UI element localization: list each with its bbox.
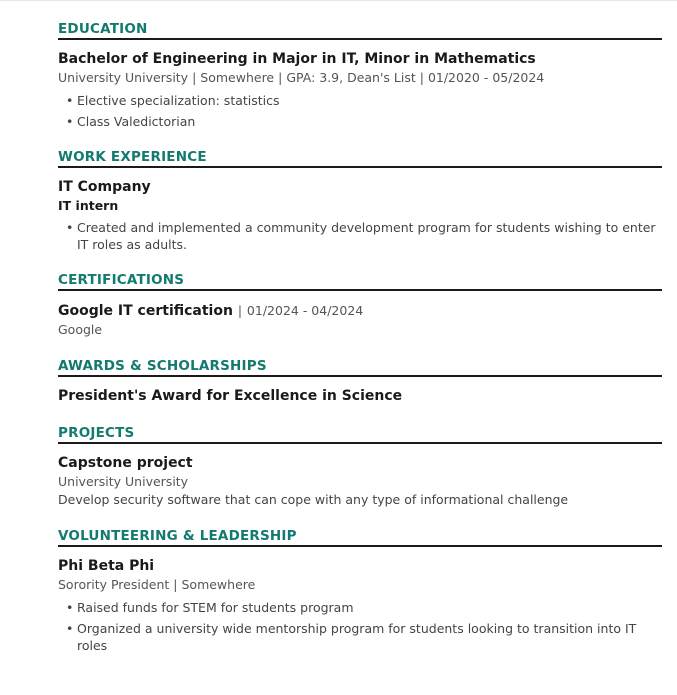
volunteering-location: Somewhere [181, 577, 256, 592]
education-section [58, 21, 662, 130]
list-item: • Class Valedictorian [66, 113, 662, 130]
awards-section [58, 358, 662, 406]
volunteering-org: Phi Beta Phi [58, 558, 155, 574]
education-location: Somewhere [200, 70, 275, 85]
separator: | [237, 303, 243, 318]
education-gpa: GPA: 3.9, Dean's List [286, 70, 416, 85]
list-item: • Raised funds for STEM for students program [66, 599, 662, 616]
work-bullets [58, 219, 662, 253]
separator: | [278, 70, 283, 85]
section-heading-education: EDUCATION [58, 21, 662, 40]
education-bullets [58, 92, 662, 130]
volunteering-role: Sorority President [58, 577, 170, 592]
resume-page [58, 21, 662, 673]
list-item: • Elective specialization: statistics [66, 92, 662, 109]
volunteering-meta [58, 576, 662, 594]
volunteering-section [58, 528, 662, 654]
volunteering-bullets [58, 599, 662, 654]
project-org: University University [58, 474, 189, 489]
section-heading-certifications: CERTIFICATIONS [58, 272, 662, 291]
list-item: • Organized a university wide mentorship program for students looking to transition into IT roles [66, 620, 662, 654]
section-heading-awards: AWARDS & SCHOLARSHIPS [58, 358, 662, 377]
section-heading-projects: PROJECTS [58, 425, 662, 444]
section-heading-work: WORK EXPERIENCE [58, 149, 662, 168]
top-divider [0, 0, 677, 1]
certification-issuer: Google [58, 322, 103, 337]
list-item: • Created and implemented a community development program for students wishing to enter IT roles as adults. [66, 219, 662, 253]
section-heading-volunteering: VOLUNTEERING & LEADERSHIP [58, 528, 662, 547]
certification-line [58, 301, 662, 321]
certifications-section [58, 272, 662, 339]
separator: | [173, 577, 178, 592]
certification-dates: 01/2024 - 04/2024 [246, 303, 364, 318]
education-meta [58, 69, 662, 87]
certification-name: Google IT certification [58, 303, 233, 319]
award-name: President's Award for Excellence in Science [58, 388, 403, 404]
education-degree: Bachelor of Engineering in Major in IT, Minor in Mathematics [58, 51, 536, 67]
work-role: IT intern [58, 198, 119, 213]
work-section [58, 149, 662, 253]
work-company: IT Company [58, 179, 151, 195]
education-dates: 01/2020 - 05/2024 [427, 70, 545, 85]
separator: | [419, 70, 424, 85]
education-school: University University [58, 70, 189, 85]
project-name: Capstone project [58, 455, 193, 471]
separator: | [192, 70, 197, 85]
project-description: Develop security software that can cope with any type of informational challenge [58, 492, 569, 507]
projects-section [58, 425, 662, 509]
